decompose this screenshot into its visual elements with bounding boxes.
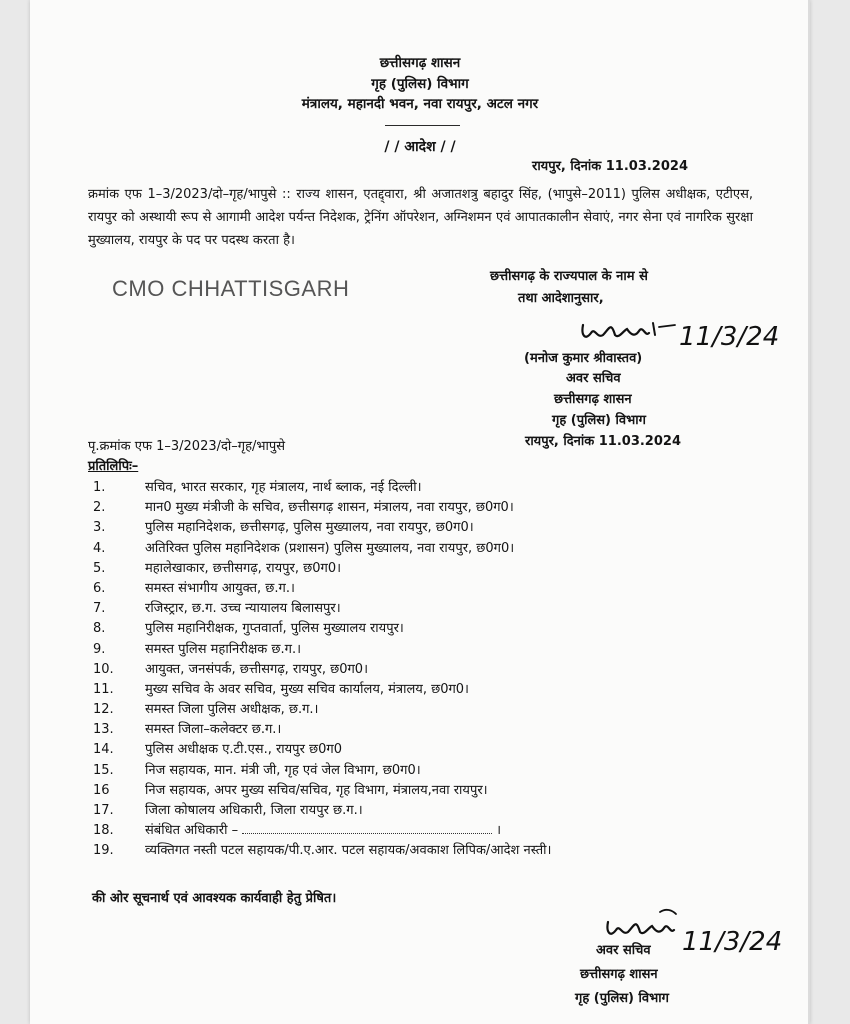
governor-authority-line2: तथा आदेशानुसार,: [518, 291, 604, 306]
item-number: 17.: [93, 803, 114, 818]
item-number: 13.: [93, 722, 114, 738]
copy-list-item: [93, 599, 733, 619]
item-text: आयुक्त, जनसंपर्क, छत्तीसगढ़, रायपुर, छ0ग0।: [145, 661, 368, 677]
item-text: मान0 मुख्य मंत्रीजी के सचिव, छत्तीसगढ़ शासन, मंत्रालय, नवा रायपुर, छ0ग0।: [145, 500, 514, 516]
header-divider: [385, 125, 460, 126]
item-number: 2.: [93, 500, 106, 516]
copy-list-item: [93, 619, 733, 639]
footer-dept: गृह (पुलिस) विभाग: [575, 991, 669, 1006]
item-text: अतिरिक्त पुलिस महानिदेशक (प्रशासन) पुलिस मुख्यालय, नवा रायपुर, छ0ग0।: [145, 540, 515, 556]
copy-list-item: [93, 640, 733, 660]
copy-list-item: [93, 720, 733, 740]
item-number: 6.: [93, 580, 106, 596]
item-number: 8.: [93, 621, 106, 637]
watermark: CMO CHHATTISGARH: [112, 276, 350, 301]
signature-2-date: 11/3/24: [682, 927, 783, 957]
copy-list-item: [93, 660, 733, 680]
signatory-name: (मनोज कुमार श्रीवास्तव): [524, 351, 643, 366]
item-number: 16: [93, 782, 110, 798]
footer-designation: अवर सचिव: [596, 943, 651, 958]
copy-list-item: [93, 579, 733, 599]
item-text: पुलिस अधीक्षक ए.टी.एस., रायपुर छ0ग0: [145, 742, 342, 758]
signatory-designation: अवर सचिव: [566, 371, 621, 386]
item-text: जिला कोषालय अधिकारी, जिला रायपुर छ.ग.।: [145, 803, 363, 818]
signatory-dept: गृह (पुलिस) विभाग: [552, 413, 646, 428]
order-place-date: रायपुर, दिनांक 11.03.2024: [532, 159, 688, 174]
copy-list-item: [93, 821, 733, 841]
item-text: समस्त पुलिस महानिरीक्षक छ.ग.।: [145, 641, 302, 657]
item-number: 18.: [93, 823, 114, 839]
item-number: 1.: [93, 480, 106, 495]
governor-authority-line1: छत्तीसगढ़ के राज्यपाल के नाम से: [490, 269, 648, 284]
item-text: मुख्य सचिव के अवर सचिव, मुख्य सचिव कार्यालय, मंत्रालय, छ0ग0।: [145, 681, 469, 697]
item-number: 14.: [93, 742, 114, 758]
item-text: सचिव, भारत सरकार, गृह मंत्रालय, नार्थ ब्लाक, नई दिल्ली।: [145, 480, 422, 495]
item-number: 19.: [93, 843, 114, 859]
copy-list-item: [93, 700, 733, 720]
copy-list-item: [93, 841, 733, 881]
item-text: निज सहायक, मान. मंत्री जी, गृह एवं जेल विभाग, छ0ग0।: [145, 762, 421, 778]
blank-line: [242, 821, 492, 834]
copy-to-label: प्रतिलिपिः–: [88, 459, 139, 474]
copy-list: [93, 478, 733, 881]
copy-list-item: [93, 539, 733, 559]
copy-list-item: [93, 781, 733, 801]
signatory-date: रायपुर, दिनांक 11.03.2024: [525, 434, 681, 449]
item-text: समस्त संभागीय आयुक्त, छ.ग.।: [145, 580, 295, 596]
copy-list-item: [93, 801, 733, 821]
forward-note: की ओर सूचनार्थ एवं आवश्यक कार्यवाही हेतु प्रेषित।: [92, 891, 337, 906]
copy-list-item: [93, 761, 733, 781]
item-text: निज सहायक, अपर मुख्य सचिव/सचिव, गृह विभाग, मंत्रालय,नवा रायपुर।: [145, 782, 488, 798]
item-number: 15.: [93, 762, 114, 778]
item-number: 11.: [93, 681, 114, 697]
header-address: मंत्रालय, महानदी भवन, नवा रायपुर, अटल नगर: [301, 96, 539, 112]
item-text: व्यक्तिगत नस्ती पटल सहायक/पी.ए.आर. पटल सहायक/अवकाश लिपिक/आदेश नस्ती।: [145, 843, 552, 859]
copy-list-item: [93, 680, 733, 700]
item-number: 4.: [93, 540, 106, 556]
copy-list-item: [93, 740, 733, 760]
item-number: 7.: [93, 601, 106, 617]
order-paragraph: क्रमांक एफ 1–3/2023/दो–गृह/भापुसे :: राज्य शासन, एतद्द्वारा, श्री अजातशत्रु बहादुर सिंह, (भापुसे–2011) पुलिस अधीक्षक, एटीएस, रायपुर को अस्थायी रूप से आगामी आदेश पर्यन्त निदेशक, ट्रेनिंग ऑपरेशन, अग्निशमन एवं आपातकालीन सेवाएं, नगर सेना एवं नागरिक सुरक्षा मुख्यालय, रायपुर के पद पर पदस्थ करता है।: [88, 187, 753, 248]
signatory-govt: छत्तीसगढ़ शासन: [554, 392, 632, 407]
item-number: 12.: [93, 702, 114, 718]
item-text: समस्त जिला पुलिस अधीक्षक, छ.ग.।: [145, 702, 319, 718]
header-department: गृह (पुलिस) विभाग: [371, 76, 469, 92]
copy-list-item: [93, 498, 733, 518]
signature-1-date: 11/3/24: [679, 322, 780, 352]
copy-list-item: [93, 478, 733, 498]
header-govt: छत्तीसगढ़ शासन: [379, 55, 461, 71]
item-text: रजिस्ट्रार, छ.ग. उच्च न्यायालय बिलासपुर।: [145, 601, 341, 617]
item-number: 9.: [93, 641, 106, 657]
order-title: / / आदेश / /: [384, 139, 456, 155]
item-number: 10.: [93, 661, 114, 677]
endorsement-number: पृ.क्रमांक एफ 1–3/2023/दो–गृह/भापुसे: [88, 439, 286, 454]
item-number: 5.: [93, 560, 106, 576]
page-edge: [808, 0, 810, 1024]
item-text: संबंधित अधिकारी – ।: [145, 823, 502, 839]
item-text: पुलिस महानिरीक्षक, गुप्तवार्ता, पुलिस मुख्यालय रायपुर।: [145, 621, 404, 637]
copy-list-item: [93, 518, 733, 538]
item-text-value: संबंधित अधिकारी –: [145, 823, 239, 839]
item-text: महालेखाकार, छत्तीसगढ़, रायपुर, छ0ग0।: [145, 560, 342, 576]
item-text: पुलिस महानिदेशक, छत्तीसगढ़, पुलिस मुख्यालय, नवा रायपुर, छ0ग0।: [145, 520, 474, 536]
copy-list-item: [93, 559, 733, 579]
item-number: 3.: [93, 520, 106, 536]
footer-govt: छत्तीसगढ़ शासन: [580, 967, 658, 982]
item-text: समस्त जिला–कलेक्टर छ.ग.।: [145, 722, 282, 738]
